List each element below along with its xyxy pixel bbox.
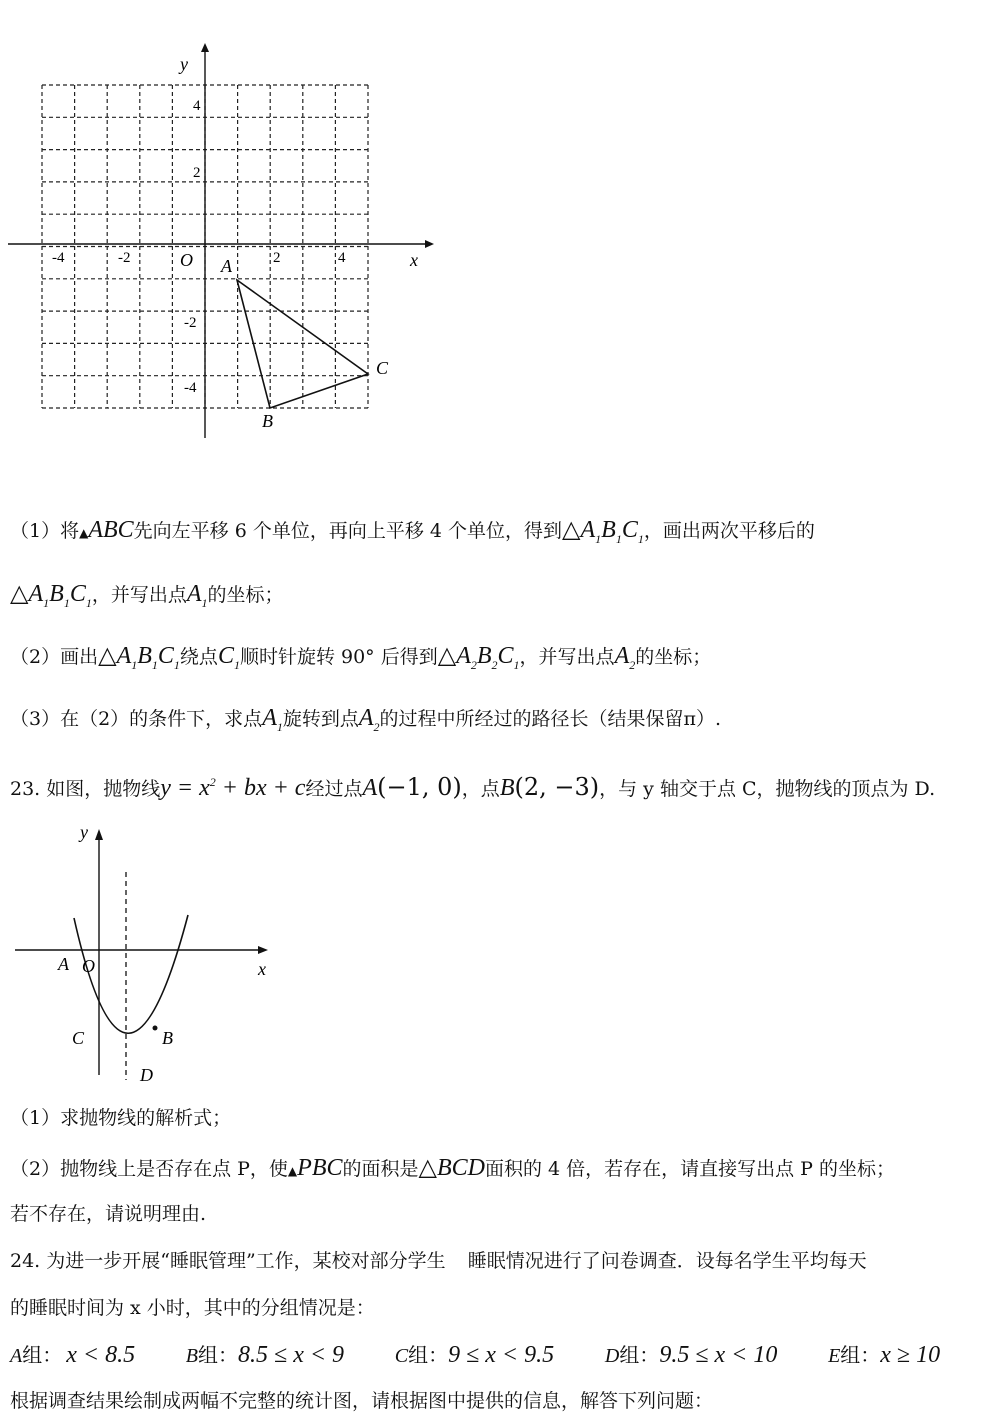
y-axis-label: y [80, 822, 88, 842]
q23-sub2-cont: 若不存在，请说明理由. [10, 1203, 207, 1225]
y-tick: -4 [184, 380, 197, 396]
point-b-label: B [262, 411, 273, 431]
point-d-label: D [140, 1065, 153, 1085]
q22-part3: （3）在（2）的条件下，求点$A_1$旋转到点$A_2$的过程中所经过的路径长（结果保留π）. [10, 705, 722, 734]
x-tick: 4 [338, 250, 346, 266]
x-tick: -4 [52, 250, 65, 266]
point-a-label: A [58, 954, 69, 974]
y-tick: 2 [193, 165, 201, 181]
q23-sub2: （2）抛物线上是否存在点 P，使▲PBC的面积是△BCD面积的 4 倍，若存在，请直接写出点 P 的坐标； [10, 1153, 896, 1181]
q22-part1-line2: $\triangle A_1B_1C_1$，并写出点$A_1$的坐标； [10, 579, 284, 610]
coordinate-grid-figure [0, 40, 440, 450]
q24-stem-line2: 的睡眠时间为 x 小时，其中的分组情况是： [10, 1297, 375, 1319]
point-c-label: C [72, 1028, 85, 1048]
point-b-dot [153, 1026, 158, 1031]
point-b-label: B [162, 1028, 173, 1048]
y-tick: 4 [193, 98, 201, 114]
parabola-figure [0, 815, 300, 1090]
q22-part1: （1）将▲ABC先向左平移 6 个单位，再向上平移 4 个单位，得到$\triangle A_1B_1C_1$，画出两次平移后的 [10, 515, 815, 546]
x-tick: -2 [118, 250, 131, 266]
q24-closing: 根据调查结果绘制成两幅不完整的统计图，请根据图中提供的信息，解答下列问题： [10, 1390, 714, 1412]
y-axis-label: y [180, 54, 188, 74]
point-a-label: A [221, 256, 232, 276]
x-axis-label: x [410, 250, 418, 270]
q24-groups: A组： x < 8.5 B组：8.5 ≤ x < 9 C组：9 ≤ x < 9.5 D组：9.5 ≤ x < 10 E组：x ≥ 10 [10, 1342, 941, 1368]
x-axis-label: x [258, 959, 266, 979]
origin-label: O [180, 250, 193, 270]
origin-label: O [82, 956, 95, 976]
q24-stem: 24. 为进一步开展“睡眠管理”工作，某校对部分学生 睡眠情况进行了问卷调查．设每名学生平均每天 [10, 1250, 867, 1272]
q23-stem: 23. 如图，抛物线$y = x^2$ + bx + c经过点A(−1, 0)，点B(2, −3)，与 y 轴交于点 C，抛物线的顶点为 D. [10, 773, 936, 801]
q23-sub1: （1）求抛物线的解析式； [10, 1107, 232, 1129]
x-tick: 2 [273, 250, 281, 266]
q22-part2: （2）画出$\triangle A_1B_1C_1$绕点$C_1$顺时针旋转 90° 后得到$\triangle A_2B_2C_1$，并写出点$A_2$的坐标； [10, 641, 712, 672]
point-c-label: C [376, 358, 389, 378]
y-tick: -2 [184, 315, 197, 331]
